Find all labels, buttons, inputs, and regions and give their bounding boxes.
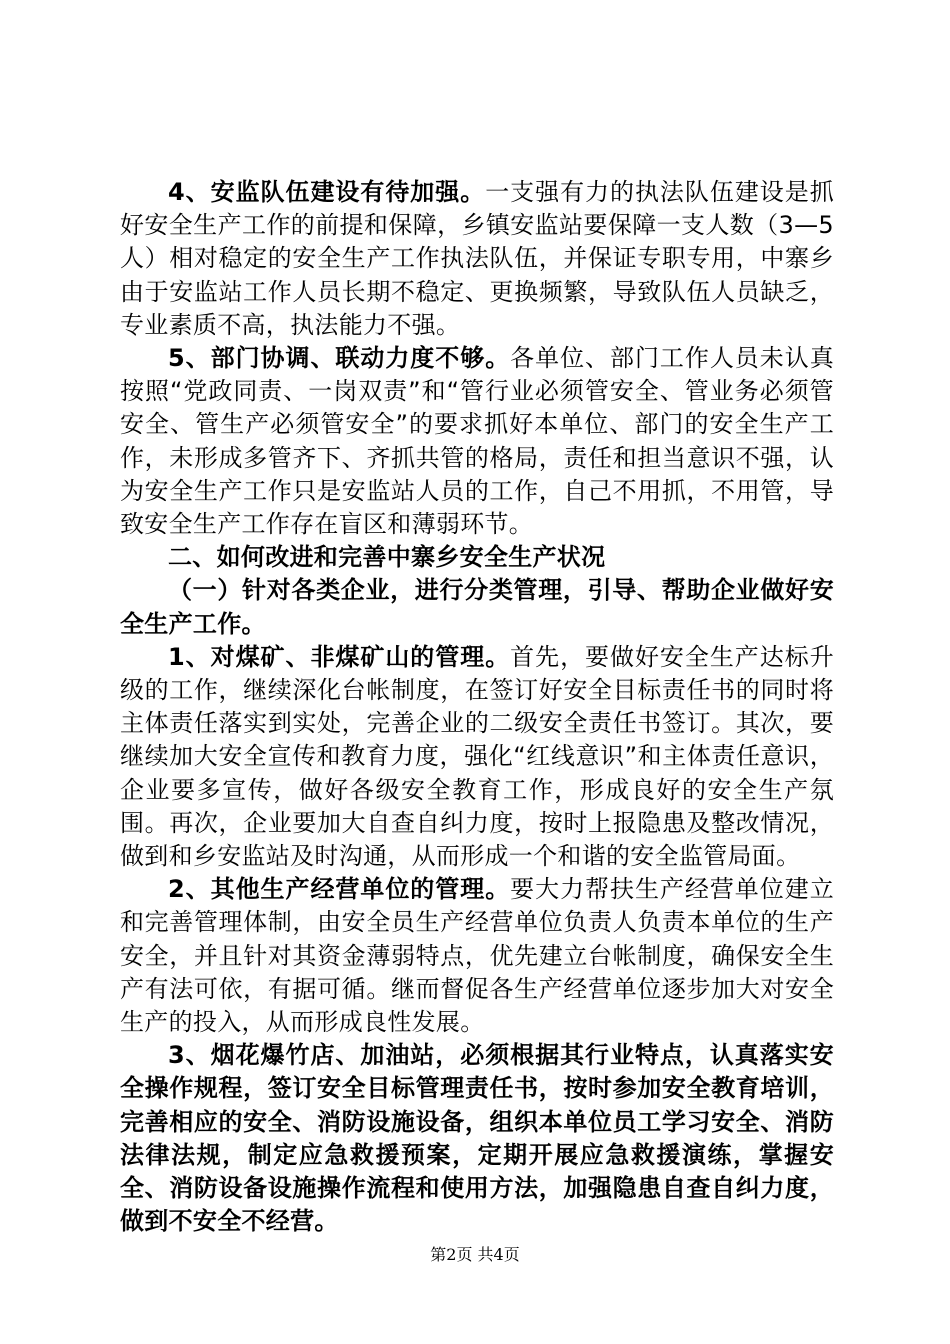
- paragraph-item-3: [120, 1039, 834, 1238]
- paragraph-heading: 3、烟花爆竹店、加油站，必须根据其行业特点，认真落实安全操作规程，签订安全目标管理责任书，按时参加安全教育培训，完善相应的安全、消防设施设备，组织本单位员工学习安全、消防法律法规，制定应急救援预案，定期开展应急救援演练，掌握安全、消防设备设施操作流程和使用方法，加强隐患自查自纠力度，做到不安全不经营。: [120, 1041, 834, 1236]
- paragraph-text: 要大力帮扶生产经营单位建立和完善管理体制，由安全员生产经营单位负责人负责本单位的生产安全，并且针对其资金薄弱特点，优先建立台帐制度，确保安全生产有法可依，有据可循。继而督促各生产经营单位逐步加大对安全生产的投入，从而形成良性发展。: [120, 875, 834, 1037]
- paragraph-item-2: [120, 873, 834, 1039]
- paragraph-text: 首先，要做好安全生产达标升级的工作，继续深化台帐制度，在签订好安全目标责任书的同时将主体责任落实到实处，完善企业的二级安全责任书签订。其次，要继续加大安全宣传和教育力度，强化“红线意识”和主体责任意识，企业要多宣传，做好各级安全教育工作，形成良好的安全生产氛围。再次，企业要加大自查自纠力度，按时上报隐患及整改情况，做到和乡安监站及时沟通，从而形成一个和谐的安全监管局面。: [120, 642, 834, 871]
- paragraph-heading: 5、部门协调、联动力度不够。: [168, 344, 511, 373]
- paragraph-item-4: [120, 176, 834, 342]
- paragraph-text: 一支强有力的执法队伍建设是抓好安全生产工作的前提和保障，乡镇安监站要保障一支人数（3—5人）相对稳定的安全生产工作执法队伍，并保证专职专用，中寨乡由于安监站工作人员长期不稳定、更换频繁，导致队伍人员缺乏，专业素质不高，执法能力不强。: [120, 178, 834, 339]
- page-number-footer: 第2页 共4页: [430, 1245, 520, 1264]
- document-body: [120, 176, 834, 1239]
- paragraph-heading: 2、其他生产经营单位的管理。: [168, 875, 511, 904]
- subsection-heading-1: [120, 574, 834, 640]
- subsection-heading-text: （一）针对各类企业，进行分类管理，引导、帮助企业做好安全生产工作。: [120, 576, 834, 638]
- paragraph-item-1: [120, 641, 834, 873]
- paragraph-heading: 1、对煤矿、非煤矿山的管理。: [168, 642, 511, 671]
- section-heading-2: [120, 541, 834, 574]
- paragraph-heading: 4、安监队伍建设有待加强。: [168, 178, 486, 206]
- paragraph-item-5: [120, 342, 834, 541]
- section-heading-text: 二、如何改进和完善中寨乡安全生产状况: [168, 543, 606, 572]
- paragraph-text: 各单位、部门工作人员未认真按照“党政同责、一岗双责”和“管行业必须管安全、管业务必须管安全、管生产必须管安全”的要求抓好本单位、部门的安全生产工作，未形成多管齐下、齐抓共管的格局，责任和担当意识不强，认为安全生产工作只是安监站人员的工作，自己不用抓，不用管，导致安全生产工作存在盲区和薄弱环节。: [120, 344, 834, 539]
